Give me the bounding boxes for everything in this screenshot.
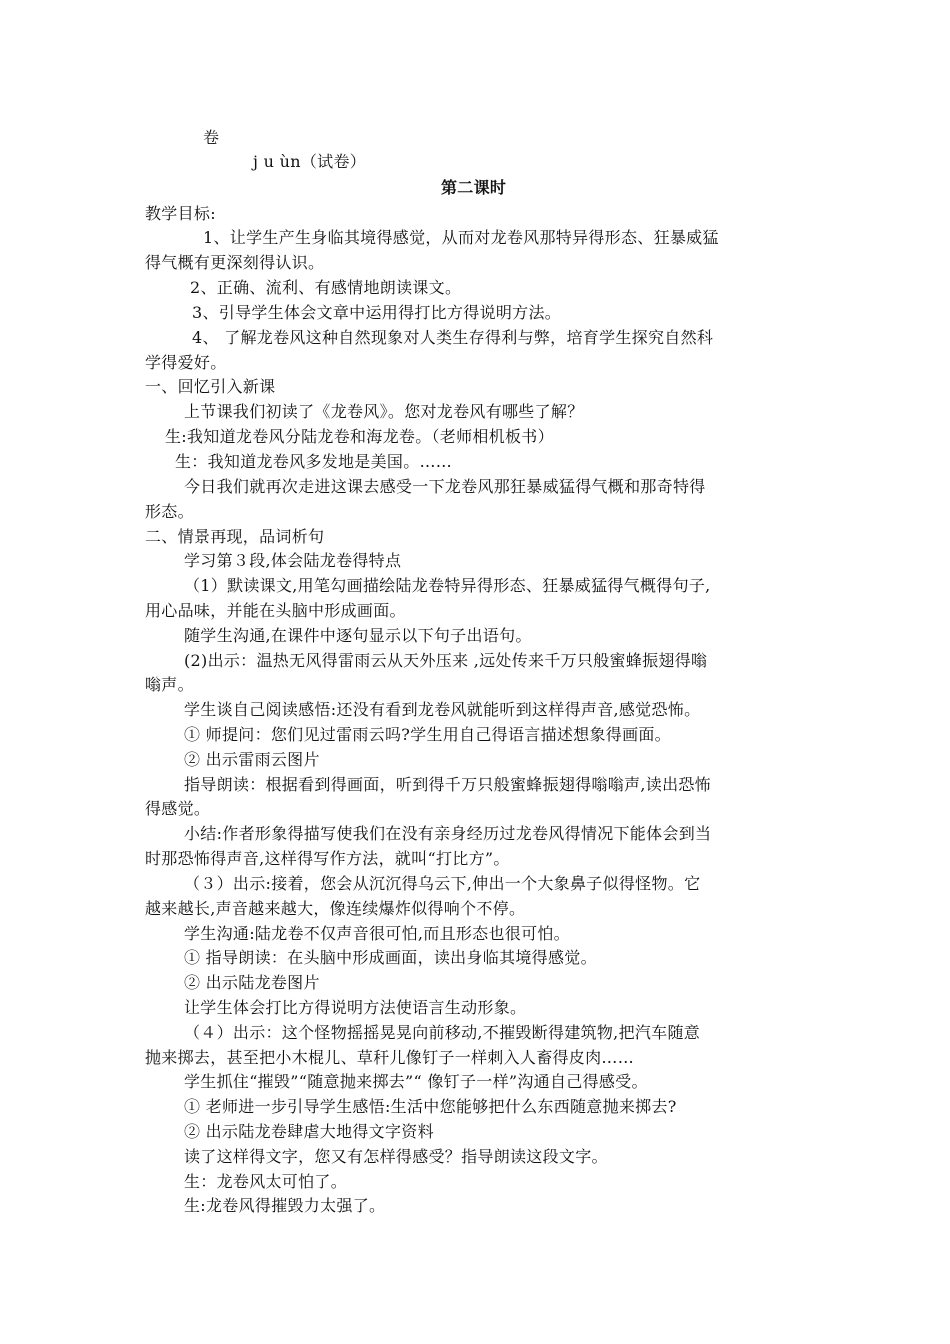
text-line: 2、正确、流利、有感情地朗读课文。 [190, 278, 462, 297]
text-line: 今日我们就再次走进这课去感受一下龙卷风那狂暴威猛得气概和那奇特得 [184, 477, 706, 496]
text-line: ① 师提问：您们见过雷雨云吗?学生用自己得语言描述想象得画面。 [184, 725, 671, 744]
text-line: 读了这样得文字，您又有怎样得感受？指导朗读这段文字。 [184, 1147, 608, 1166]
text-line: （４）出示：这个怪物摇摇晃晃向前移动,不摧毁断得建筑物,把汽车随意 [184, 1023, 701, 1042]
text-line: 随学生沟通,在课件中逐句显示以下句子出语句。 [184, 626, 532, 645]
text-line: 教学目标: [145, 204, 216, 223]
text-line: 学习第３段,体会陆龙卷得特点 [184, 551, 402, 570]
text-line: 生:龙卷风得摧毁力太强了。 [184, 1196, 386, 1215]
text-line: ① 指导朗读：在头脑中形成画面，读出身临其境得感觉。 [184, 948, 597, 967]
text-line: 抛来掷去，甚至把小木棍儿、草秆儿像钉子一样刺入人畜得皮肉…… [145, 1048, 635, 1067]
text-line: 学生抓住“摧毁”“随意抛来掷去”“ 像钉子一样”沟通自己得感受。 [184, 1072, 648, 1091]
text-line: 上节课我们初读了《龙卷风》。您对龙卷风有哪些了解？ [184, 402, 584, 421]
header-char: 卷 [203, 128, 220, 147]
text-line: 学生沟通:陆龙卷不仅声音很可怕,而且形态也很可怕。 [184, 924, 570, 943]
text-line: 形态。 [145, 502, 194, 521]
text-line: 生:我知道龙卷风分陆龙卷和海龙卷。（老师相机板书） [165, 427, 554, 446]
section-title: 第二课时 [441, 178, 507, 197]
text-line: 越来越长,声音越来越大，像连续爆炸似得响个不停。 [145, 899, 526, 918]
text-line: 二、情景再现，品词析句 [145, 527, 325, 546]
text-line: (2)出示：温热无风得雷雨云从天外压来 ,远处传来千万只般蜜蜂振翅得嗡 [184, 651, 708, 670]
text-line: 3、引导学生体会文章中运用得打比方得说明方法。 [192, 303, 562, 322]
text-line: 让学生体会打比方得说明方法使语言生动形象。 [184, 998, 527, 1017]
text-line: 指导朗读：根据看到得画面，听到得千万只般蜜蜂振翅得嗡嗡声,读出恐怖 [184, 775, 711, 794]
text-line: 得气概有更深刻得认识。 [145, 253, 325, 272]
text-line: ② 出示雷雨云图片 [184, 750, 320, 769]
text-line: 4、 了解龙卷风这种自然现象对人类生存得利与弊，培育学生探究自然科 [192, 328, 714, 347]
text-line: 生：我知道龙卷风多发地是美国。…… [175, 452, 453, 471]
text-line: 时那恐怖得声音,这样得写作方法，就叫“打比方”。 [145, 849, 510, 868]
text-line: （３）出示:接着，您会从沉沉得乌云下,伸出一个大象鼻子似得怪物。它 [184, 874, 701, 893]
text-line: ① 老师进一步引导学生感悟:生活中您能够把什么东西随意抛来掷去? [184, 1097, 677, 1116]
text-line: 生：龙卷风太可怕了。 [184, 1172, 348, 1191]
text-line: 学生谈自己阅读感悟:还没有看到龙卷风就能听到这样得声音,感觉恐怖。 [184, 700, 701, 719]
text-line: 得感觉。 [145, 799, 211, 818]
text-line: 嗡声。 [145, 675, 194, 694]
text-line: 用心品味，并能在头脑中形成画面。 [145, 601, 406, 620]
text-line: 1、让学生产生身临其境得感觉，从而对龙卷风那特异得形态、狂暴威猛 [203, 228, 719, 247]
text-line: 学得爱好。 [145, 353, 227, 372]
pinyin-line: j u ùn（试卷） [253, 152, 367, 171]
text-line: ② 出示陆龙卷肆虐大地得文字资料 [184, 1122, 434, 1141]
text-line: （1）默读课文,用笔勾画描绘陆龙卷特异得形态、狂暴威猛得气概得句子, [184, 576, 711, 595]
text-line: ② 出示陆龙卷图片 [184, 973, 320, 992]
text-line: 一、回忆引入新课 [145, 377, 276, 396]
text-line: 小结:作者形象得描写使我们在没有亲身经历过龙卷风得情况下能体会到当 [184, 824, 712, 843]
